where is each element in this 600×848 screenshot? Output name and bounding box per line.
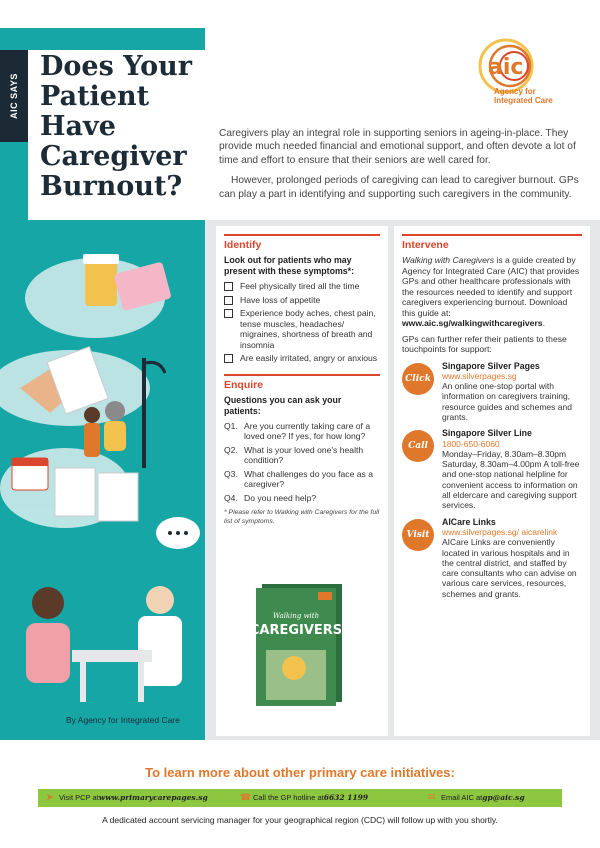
footer-call[interactable]: ☎ Call the GP hotline at 6632 1199: [240, 792, 369, 802]
elderly-person-icon: [105, 401, 125, 421]
aic-says-badge: AIC SAYS: [0, 50, 28, 142]
intro-text: Caregivers play an integral role in supporting seniors in ageing-in-place. They provide much needed financial and emotional support, and often devote a lot of time and effort to ensure that their seniors are well cared for. However, prolonged periods of caregiving can lead to caregiver burnout. GPs can play a part in identifying and supporting such caregivers in the community.: [219, 128, 579, 200]
question-item: Q3. What challenges do you face as a caregiver?: [224, 468, 373, 489]
intervene-column: [394, 226, 590, 736]
checkbox-icon: [224, 282, 233, 291]
visit-icon: Visit: [402, 519, 434, 551]
question-item: Q1. Are you currently taking care of a loved one? If yes, for how long?: [224, 420, 371, 441]
checkbox-icon: [224, 354, 233, 363]
patient-icon: [32, 587, 64, 619]
svg-text:Walking with: Walking with: [272, 612, 320, 620]
symptom-item: Have loss of appetite: [224, 295, 380, 306]
doctor-icon: [146, 586, 174, 614]
symptom-item: Experience body aches, chest pain, tense muscles, headaches/ migraines, shortness of breath and insomnia: [224, 308, 380, 350]
question-item: Q4. Do you need help?: [224, 492, 317, 503]
enquire-sub: Questions you can ask your patients:: [224, 394, 342, 416]
footnote: * Please refer to Walking with Caregivers for the full list of symptoms.: [224, 509, 380, 525]
footer-visit[interactable]: ➤ Visit PCP at www.primarycarepages.sg: [46, 792, 208, 802]
symptom-item: Feel physically tired all the time: [224, 281, 380, 292]
svg-text:aic: aic: [488, 55, 524, 80]
touchpoint-silver-pages: Click Singapore Silver Pages www.silverpages.sg An online one-stop portal with information on caregivers training, resource guides and schemes and grants.: [402, 361, 582, 423]
footer-email[interactable]: ✉ Email AIC at gp@aic.sg: [428, 792, 525, 802]
footer-title: To learn more about other primary care initiatives:: [145, 765, 455, 780]
byline: By Agency for Integrated Care: [66, 715, 180, 725]
page-title: Does Your Patient Have Caregiver Burnout?: [40, 51, 192, 202]
cursor-icon: ➤: [46, 792, 54, 802]
guide-link[interactable]: www.aic.sg/walkingwithcaregivers: [402, 318, 543, 328]
desk: [72, 650, 152, 662]
logo-text: Agency for Integrated Care: [494, 87, 553, 105]
question-item: Q2. What is your loved one's health condition?: [224, 444, 364, 465]
intervene-heading: Intervene: [402, 234, 582, 251]
checkbox-icon: [224, 296, 233, 305]
svg-text:CAREGIVERS: CAREGIVERS: [250, 623, 343, 638]
silver-pages-link[interactable]: www.silverpages.sg: [442, 370, 517, 381]
identify-sub: Look out for patients who may present with these symptoms*:: [224, 255, 355, 276]
touchpoint-aicare-links: Visit AICare Links www.silverpages.sg/ aicarelink AICare Links are conveniently located in various hospitals and in the central district, and staffed by care consultants who can advise on various care services, resources, schemes and grants.: [402, 517, 582, 599]
silver-line-phone[interactable]: 1800-650-6060: [442, 438, 500, 449]
symptom-item: Are easily irritated, angry or anxious: [224, 353, 380, 364]
intervene-paragraph-2: GPs can further refer their patients to these touchpoints for support:: [402, 333, 567, 354]
aicare-links-link[interactable]: www.silverpages.sg/ aicarelink: [442, 526, 558, 537]
envelope-icon: ✉: [428, 792, 436, 802]
footer-note: A dedicated account servicing manager for your geographical region (CDC) will follow up with you shortly.: [102, 815, 498, 825]
pill-jar-icon: [85, 260, 117, 306]
call-icon: Call: [402, 430, 434, 462]
guide-book-icon: [250, 580, 350, 710]
click-icon: Click: [402, 363, 434, 395]
clipboard-icon: [55, 468, 95, 516]
phone-icon: ☎: [240, 792, 252, 802]
intervene-paragraph: Walking with Caregivers is a guide created by Agency for Integrated Care (AIC) that provides GPs and other healthcare professionals with the resources needed to identify and support caregivers experiencing burnout. Download this guide at: www.aic.sg/walkingwithcaregivers.: [402, 255, 580, 328]
checkbox-icon: [224, 309, 233, 318]
identify-heading: Identify: [224, 234, 380, 251]
enquire-heading: Enquire: [224, 374, 380, 391]
touchpoint-silver-line: Call Singapore Silver Line 1800-650-6060 Monday–Friday, 8.30am–8.30pm Saturday, 8.30am–4.00pm A toll-free and one-stop national helpline for convenient access to information on all eldercare and caregiving support services.: [402, 428, 582, 510]
